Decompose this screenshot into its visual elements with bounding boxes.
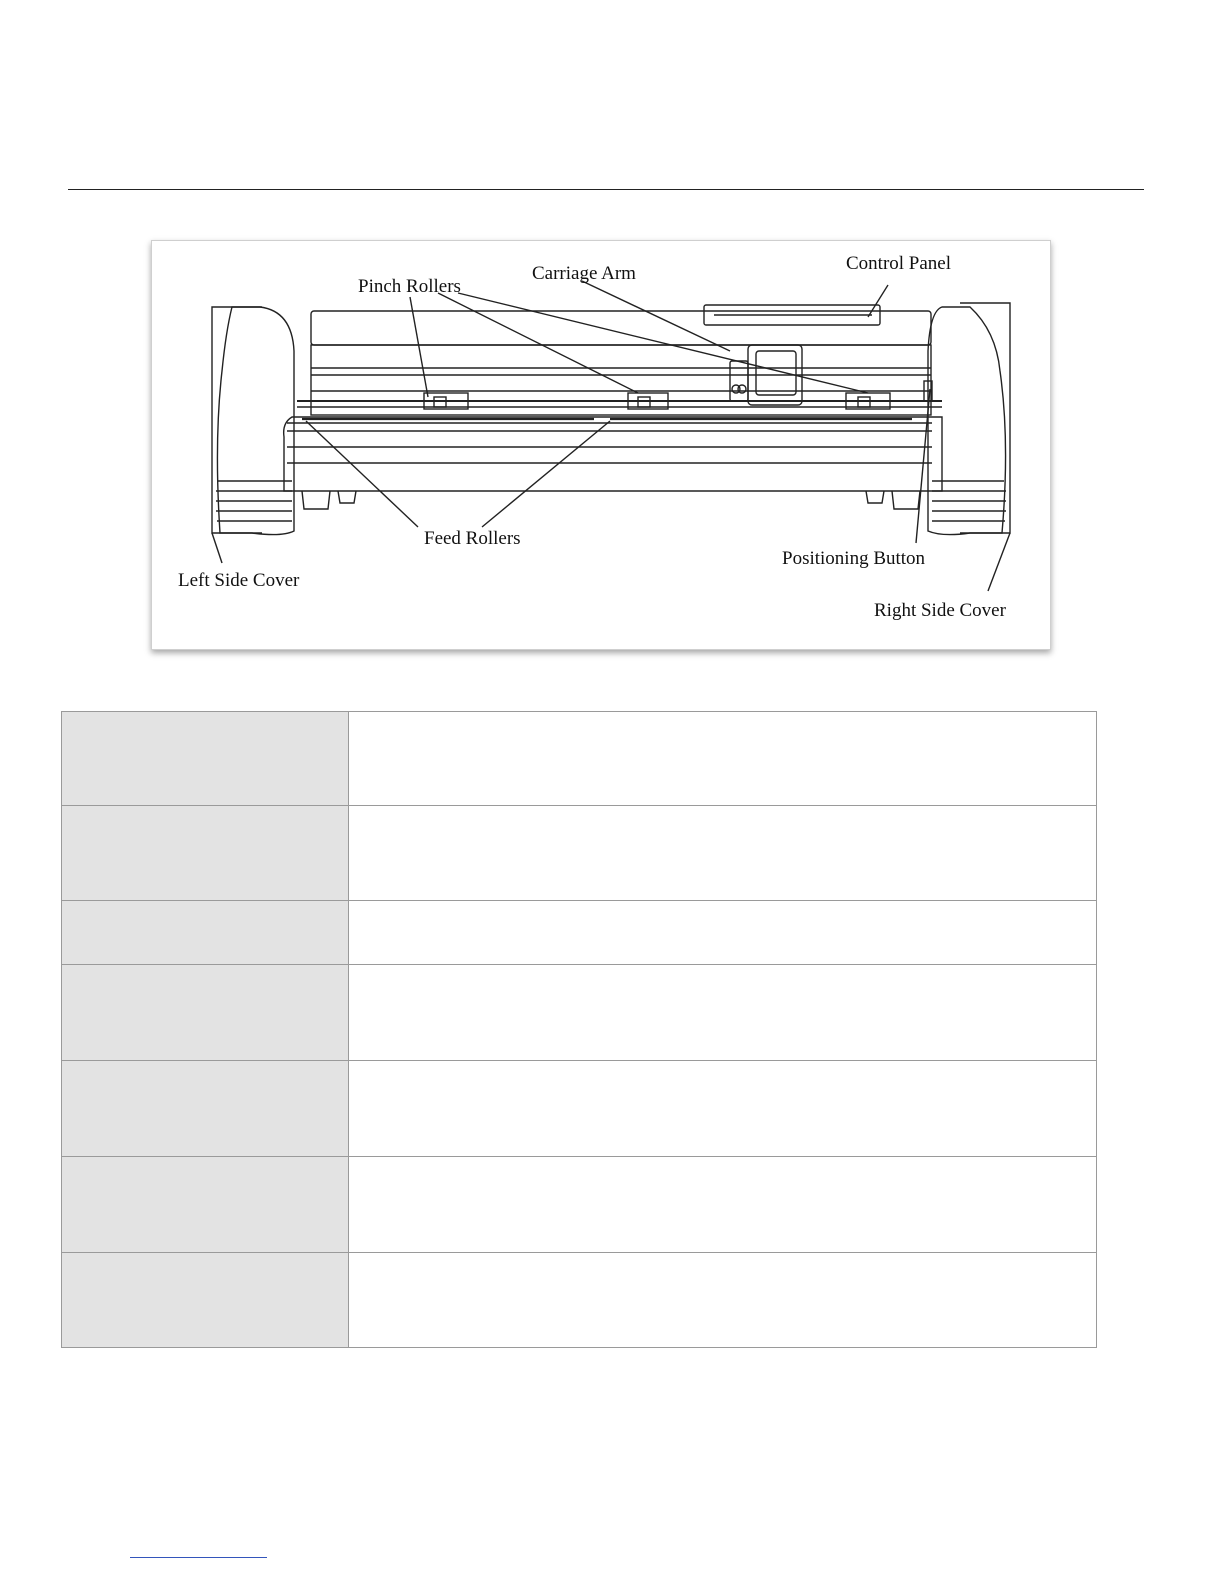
label-right-side-cover: Right Side Cover (874, 600, 1006, 621)
left-foot-2 (338, 491, 356, 503)
label-feed-rollers: Feed Rollers (424, 528, 521, 549)
table-row (62, 901, 1097, 965)
table-row (62, 712, 1097, 806)
parts-table (61, 711, 1097, 1348)
carriage-housing (311, 345, 931, 415)
table-row (62, 1157, 1097, 1253)
part-description-cell (349, 712, 1097, 806)
label-left-side-cover: Left Side Cover (178, 570, 300, 591)
part-name-cell (62, 806, 349, 901)
label-control-panel: Control Panel (846, 253, 952, 274)
right-foot-2 (892, 491, 920, 509)
header-rule (68, 189, 1144, 190)
table-row (62, 1061, 1097, 1157)
part-name-cell (62, 1157, 349, 1253)
table-row (62, 1253, 1097, 1348)
cutter-diagram (151, 240, 1051, 650)
part-description-cell (349, 806, 1097, 901)
part-description-cell (349, 965, 1097, 1061)
right-foot-1 (866, 491, 884, 503)
part-description-cell (349, 1061, 1097, 1157)
top-housing (311, 311, 931, 345)
part-name-cell (62, 712, 349, 806)
footer-link-underline[interactable] (130, 1557, 267, 1558)
table-row (62, 806, 1097, 901)
label-carriage-arm: Carriage Arm (532, 263, 636, 284)
table-row (62, 965, 1097, 1061)
part-name-cell (62, 1253, 349, 1348)
part-name-cell (62, 965, 349, 1061)
left-foot-1 (302, 491, 330, 509)
part-name-cell (62, 901, 349, 965)
label-pinch-rollers: Pinch Rollers (358, 276, 461, 297)
front-platen (284, 417, 942, 491)
part-description-cell (349, 1253, 1097, 1348)
label-positioning-button: Positioning Button (782, 548, 926, 569)
part-name-cell (62, 1061, 349, 1157)
part-description-cell (349, 901, 1097, 965)
part-description-cell (349, 1157, 1097, 1253)
